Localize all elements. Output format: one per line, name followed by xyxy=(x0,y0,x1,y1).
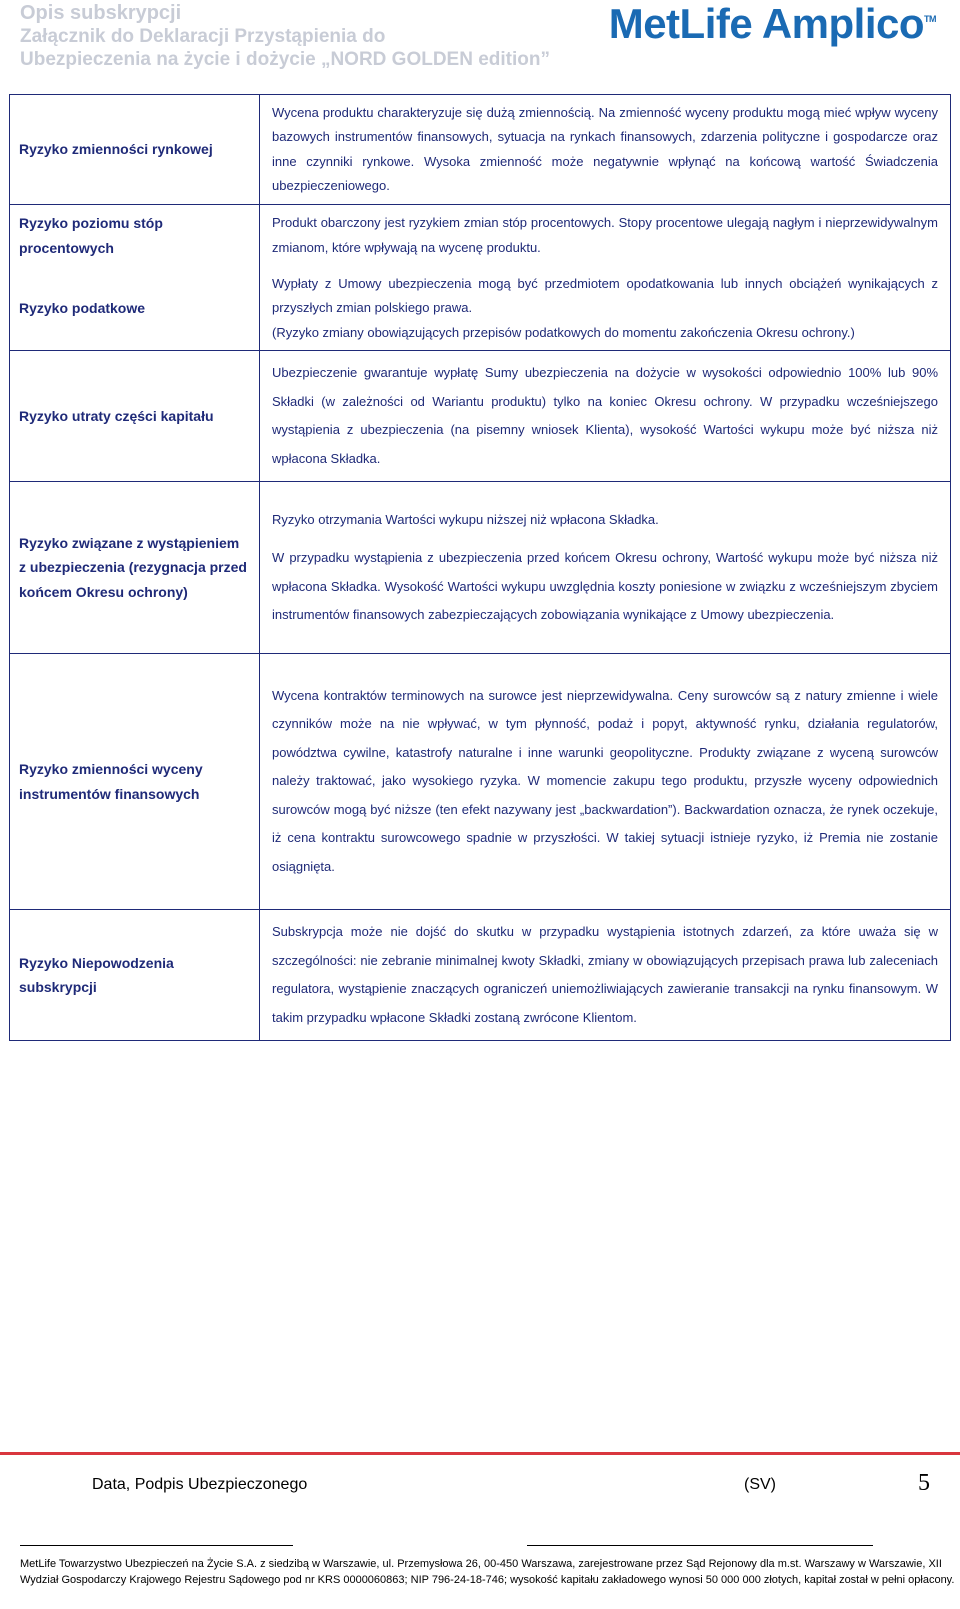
risk-paragraph: Wycena kontraktów terminowych na surowce jest nieprzewidywalna. Ceny surowców są z natury zmienne i wiele czynników może na nie wpływać, w tym płynność, podaż i popyt, aktywność rynku, działania regulatorów, powództwa cywilne, katastrofy naturalne i inne warunki geopolityczne. Produkty związane z wyceną surowców należy traktować, jako wysokiego ryzyka. W momencie zakupu tego produktu, przyszłe wyceny odpowiednich surowców mogą być niższe (ten efekt nazywany jest „backwardation”). Backwardation oznacza, że rynek oczekuje, iż cena kontraktu surowcowego spadnie w przyszłości. W takiej sytuacji istnieje ryzyko, iż Premia nie zostanie osiągnięta. xyxy=(272,687,938,874)
title-line-3: Ubezpieczenia na życie i dożycie „NORD GOLDEN edition” xyxy=(20,49,550,70)
risk-label: Ryzyko zmienności rynkowej xyxy=(10,95,260,205)
footer-divider xyxy=(0,1452,960,1455)
risk-label xyxy=(10,482,260,654)
logo-trademark: TM xyxy=(924,14,936,24)
risk-row-capital-loss xyxy=(10,351,951,482)
risk-row-early-withdrawal xyxy=(10,482,951,654)
signature-line-right xyxy=(527,1545,873,1546)
risk-row-market-volatility xyxy=(10,95,951,205)
risk-paragraph: Wycena produktu charakteryzuje się dużą zmiennością. Na zmienność wyceny produktu mogą mieć wpływ wyceny bazowych instrumentów finansowych, sytuacja na rynkach finansowych, zdarzenia polityczne i gospodarcze oraz inne czynniki rynkowe. Wysoka zmienność może negatywnie wpłynąć na końcową wartość Świadczenia ubezpieczeniowego. xyxy=(272,104,938,193)
risk-label-text: Ryzyko zmienności wyceny instrumentów finansowych xyxy=(19,761,203,802)
risk-description xyxy=(260,205,951,267)
risk-paragraph: Subskrypcja może nie dojść do skutku w przypadku wystąpienia istotnych zdarzeń, za które uważa się w szczególności: nie zebranie minimalnej kwoty Składki, zmiany w obowiązujących przepisach prawa lub zaleceniach regulatora, wystąpienie znaczących ograniczeń uniemożliwiających zawieranie transakcji na rynku finansowym. W takim przypadku wpłacone Składki zostaną zwrócone Klientom. xyxy=(272,924,938,1025)
signature-line-left xyxy=(20,1545,293,1546)
risk-label: Ryzyko utraty części kapitału xyxy=(10,351,260,482)
risk-table xyxy=(9,94,951,1041)
risk-paragraph: W przypadku wystąpienia z ubezpieczenia przed końcem Okresu ochrony, Wartość wykupu może być niższa niż wpłacona Składka. Wysokość Wartości wykupu uwzględnia koszty poniesione w związku z wcześniejszym zbyciem instrumentów finansowych zabezpieczających zobowiązania wynikające z Umowy ubezpieczenia. xyxy=(272,550,938,622)
risk-label xyxy=(10,654,260,910)
risk-description xyxy=(260,351,951,482)
logo-text: MetLife Amplico xyxy=(608,0,924,47)
risk-description xyxy=(260,267,951,351)
risk-paragraph: Ryzyko otrzymania Wartości wykupu niższej niż wpłacona Składka. xyxy=(272,511,659,527)
risk-row-interest-rate xyxy=(10,205,951,267)
risk-label-text: Ryzyko poziomu stóp procentowych xyxy=(19,215,163,256)
risk-row-tax xyxy=(10,267,951,351)
risk-description xyxy=(260,95,951,205)
metlife-amplico-logo xyxy=(609,0,936,48)
title-line-1: Opis subskrypcji xyxy=(20,2,182,24)
document-title xyxy=(20,2,550,71)
risk-paragraph: Produkt obarczony jest ryzykiem zmian stóp procentowych. Stopy procentowe ulegają nagłym i nieprzewidywalnym zmianom, które wpływają na wycenę produktu. xyxy=(272,215,938,255)
signature-label: Data, Podpis Ubezpieczonego xyxy=(92,1476,308,1493)
risk-description xyxy=(260,654,951,910)
risk-label-text: Ryzyko związane z wystąpieniem z ubezpieczenia (rezygnacja przed końcem Okresu ochrony) xyxy=(19,534,247,600)
company-info: MetLife Towarzystwo Ubezpieczeń na Życie S.A. z siedzibą w Warszawie, ul. Przemysłowa 26, 00-450 Warszawa, zarejestrowane przez Sąd Rejonowy dla m.st. Warszawy w Warszawie, XII Wydział Gospodarczy Krajowego Rejestru Sądowego pod nr KRS 0000060863; NIP 796-24-18-746; wysokość kapitału zakładowego wynosi 50 000 000 złotych, kapitał został w pełni opłacony. xyxy=(20,1558,955,1586)
risk-paragraph: (Ryzyko zmiany obowiązujących przepisów podatkowych do momentu zakończenia Okresu ochrony.) xyxy=(272,324,855,340)
title-line-2: Załącznik do Deklaracji Przystąpienia do xyxy=(20,26,386,47)
risk-row-instrument-valuation xyxy=(10,654,951,910)
page-number: 5 xyxy=(918,1470,930,1496)
sv-label: (SV) xyxy=(744,1476,776,1493)
risk-description xyxy=(260,482,951,654)
risk-label-text: Ryzyko Niepowodzenia subskrypcji xyxy=(19,954,174,995)
risk-description xyxy=(260,910,951,1041)
risk-paragraph: Ubezpieczenie gwarantuje wypłatę Sumy ubezpieczenia na dożycie w wysokości odpowiednio 100% lub 90% Składki (w zależności od Wariantu produktu) tylko na koniec Okresu ochrony. W przypadku wcześniejszego wystąpienia z ubezpieczenia (na pisemny wniosek Klienta), wysokość Wartości wykupu może być niższa niż wpłacona Składka. xyxy=(272,365,938,466)
risk-row-subscription-failure xyxy=(10,910,951,1041)
risk-label: Ryzyko podatkowe xyxy=(10,267,260,351)
risk-label xyxy=(10,205,260,267)
risk-paragraph: Wypłaty z Umowy ubezpieczenia mogą być przedmiotem opodatkowania lub innych obciążeń wynikających z przyszłych zmian polskiego prawa. xyxy=(272,275,938,316)
risk-label xyxy=(10,910,260,1041)
